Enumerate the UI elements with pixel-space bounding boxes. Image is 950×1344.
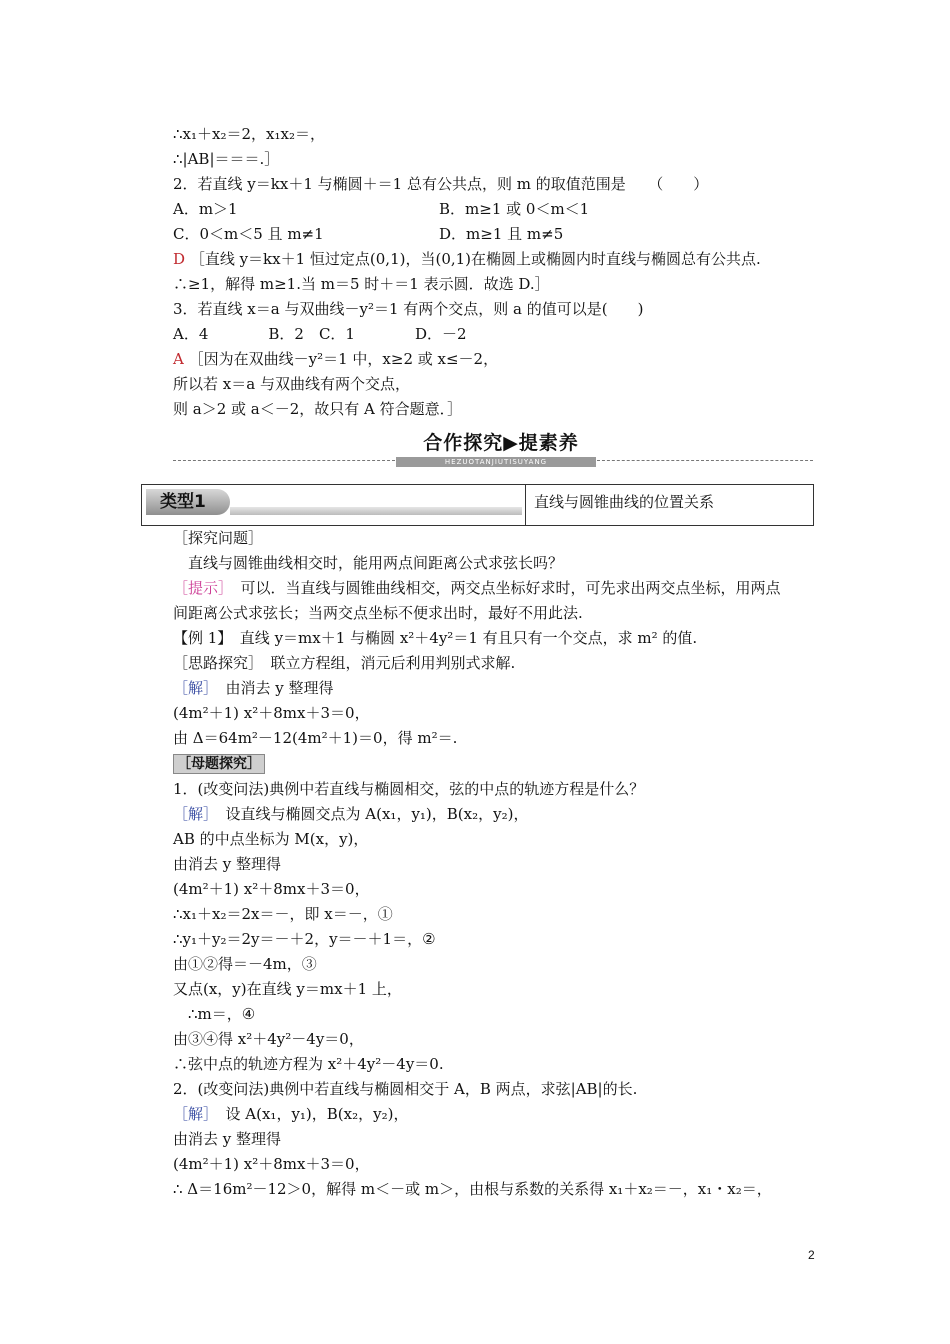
hint-text: 可以．当直线与圆锥曲线相交，两交点坐标好求时，可先求出两交点坐标，用两点 [225,579,781,597]
equation-line: 由③④得 x²＋4y²－4y＝0， [173,1030,364,1048]
conclusion-line: ∴弦中点的轨迹方程为 x²＋4y²－4y＝0. [173,1055,444,1073]
solution-tag: ［解］ [173,679,211,697]
text-line: 则 a＞2 或 a＜－2，故只有 A 符合题意．］ [173,400,463,418]
equation-line: ∴m＝，④ [188,1005,256,1023]
section-banner [173,430,813,470]
solution-text: 由消去 y 整理得 [210,679,334,697]
text-line: ∴≥1，解得 m≥1.当 m＝5 时＋＝1 表示圆．故选 D.］ [173,275,550,293]
text-line: 由消去 y 整理得 [173,855,282,873]
equation-line: 由①②得＝－4m，③ [173,955,317,973]
equation-line: ∴ Δ＝16m²－12＞0，解得 m＜－或 m＞，由根与系数的关系得 x₁＋x₂＝－，x₁・x₂＝， [173,1180,772,1198]
text-line: 由消去 y 整理得 [173,1130,282,1148]
variant-question-1: 1．(改变问法)典例中若直线与椭圆相交，弦的中点的轨迹方程是什么？ [173,780,645,798]
solution-text: 设 A(x₁，y₁)，B(x₂，y₂)， [210,1105,409,1123]
banner-subtitle: HEZUOTANJIUTISUYANG [396,457,596,467]
equation-line: ∴y₁＋y₂＝2y＝－＋2，y＝－＋1＝，② [173,930,436,948]
solution-tag: ［解］ [173,805,211,823]
text-line: ∴x₁＋x₂＝2，x₁x₂＝， [173,125,325,143]
type-tag-bar [230,507,522,515]
options-line: A．4 B．2 C．1 D．－2 [173,325,467,343]
answer-explanation [173,249,761,269]
solution-tag: ［解］ [173,1105,211,1123]
option-a: A．m＞1 [173,200,238,218]
solution-text: 设直线与椭圆交点为 A(x₁，y₁)，B(x₂，y₂)， [210,805,529,823]
equation-line: (4m²＋1) x²＋8mx＋3＝0， [173,880,370,898]
mother-problem-tag: ［母题探究］ [173,754,265,774]
type-header [141,484,814,526]
answer-letter: D [173,250,186,268]
type-divider [525,485,526,525]
type-title: 直线与圆锥曲线的位置关系 [534,493,715,511]
answer-explanation [173,349,498,369]
variant-question-2: 2．(改变问法)典例中若直线与椭圆相交于 A，B 两点，求弦|AB|的长. [173,1080,638,1098]
question-3: 3．若直线 x＝a 与双曲线－y²＝1 有两个交点，则 a 的值可以是( ) [173,300,644,318]
question-text: 直线与圆锥曲线相交时，能用两点间距离公式求弦长吗？ [188,554,564,572]
option-b: B．m≥1 或 0＜m＜1 [439,200,590,218]
hint-line [173,578,781,598]
explanation-text: ［直线 y＝kx＋1 恒过定点(0,1)，当(0,1)在椭圆上或椭圆内时直线与椭圆总有公共点. [189,250,761,268]
section-label: ［探究问题］ [173,529,264,547]
solution-line [173,804,528,824]
hint-tag: ［提示］ [173,579,226,597]
page-number: 2 [808,1248,815,1262]
banner-title: 合作探究▶提素养 [423,432,579,454]
question-2: 2．若直线 y＝kx＋1 与椭圆＋＝1 总有公共点，则 m 的取值范围是 （ ） [173,175,709,193]
type-tag: 类型1 [146,489,230,515]
approach-line: ［思路探究］ 联立方程组，消元后利用判别式求解. [173,654,516,672]
option-c: C．0＜m＜5 且 m≠1 [173,225,324,243]
banner-divider [597,460,813,461]
option-d: D．m≥1 且 m≠5 [439,225,564,243]
equation-line: ∴x₁＋x₂＝2x＝－，即 x＝－，① [173,905,393,923]
text-line: 又点(x，y)在直线 y＝mx＋1 上， [173,980,402,998]
equation-line: (4m²＋1) x²＋8mx＋3＝0， [173,1155,370,1173]
banner-divider [173,460,395,461]
text-line: 所以若 x＝a 与双曲线有两个交点， [173,375,410,393]
text-line: 间距离公式求弦长；当两交点坐标不便求出时，最好不用此法. [173,604,583,622]
equation-line: 由 Δ＝64m²－12(4m²＋1)＝0，得 m²＝. [173,729,458,747]
solution-line [173,678,334,698]
text-line: AB 的中点坐标为 M(x，y)， [173,830,369,848]
answer-letter: A [173,350,184,368]
solution-line [173,1104,408,1124]
text-line: ∴|AB|＝＝＝.］ [173,150,280,168]
example-1: 【例 1】 直线 y＝mx＋1 与椭圆 x²＋4y²＝1 有且只有一个交点，求 m² 的值. [173,629,698,647]
explanation-text: ［因为在双曲线－y²＝1 中，x≥2 或 x≤－2， [188,350,499,368]
equation-line: (4m²＋1) x²＋8mx＋3＝0， [173,704,370,722]
